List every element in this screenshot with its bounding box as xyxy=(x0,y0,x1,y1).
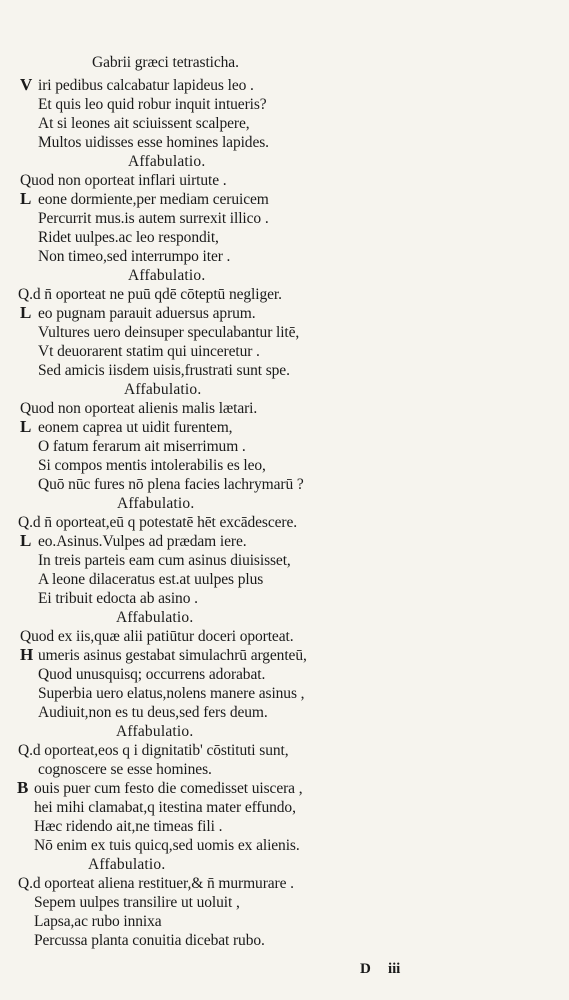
verse-line: At si leones ait sciuissent scalpere, xyxy=(38,115,250,132)
initial-letter: B xyxy=(17,778,29,797)
initial-letter: V xyxy=(20,75,33,94)
moral-title: Q.d oporteat,eos q i dignitatib' cōstituti sunt, xyxy=(18,742,289,759)
initial-letter: L xyxy=(20,189,32,208)
verse-line: Si compos mentis intolerabilis es leo, xyxy=(38,457,266,474)
verse-line: Sepem uulpes transilire ut uoluit , xyxy=(34,894,240,911)
verse-line: Vultures uero deinsuper speculabantur litē, xyxy=(38,324,300,341)
verse-line: Vt deuorarent statim qui uinceretur . xyxy=(38,343,260,360)
initial-letter: L xyxy=(20,417,32,436)
verse-line: Lapsa,ac rubo innixa xyxy=(34,913,162,930)
verse-line: Sed amicis iisdem uisis,frustrati sunt spe. xyxy=(38,362,290,379)
verse-line: Audiuit,non es tu deus,sed fers deum. xyxy=(38,704,268,721)
verse-line: eo.Asinus.Vulpes ad prædam iere. xyxy=(38,533,247,550)
verse-line: In treis parteis eam cum asinus diuisisset, xyxy=(38,552,291,569)
verse-line: Quod unusquisq; occurrens adorabat. xyxy=(38,666,266,683)
verse-line: Hæc ridendo ait,ne timeas fili . xyxy=(34,818,223,835)
initial-letter: L xyxy=(20,531,32,550)
verse-line: Non timeo,sed interrumpo iter . xyxy=(38,248,231,265)
verse-line: Ridet uulpes.ac leo respondit, xyxy=(38,229,219,246)
affabulatio-heading: Affabulatio. xyxy=(124,381,202,398)
affabulatio-heading: Affabulatio. xyxy=(128,153,206,170)
initial-letter: L xyxy=(20,303,32,322)
verse-line: A leone dilaceratus est.at uulpes plus xyxy=(38,571,264,588)
verse-line: Percurrit mus.is autem surrexit illico . xyxy=(38,210,269,227)
verse-line: O fatum ferarum ait miserrimum . xyxy=(38,438,246,455)
moral-title: Quod non oporteat inflari uirtute . xyxy=(20,172,227,189)
verse-line: Quō nūc fures nō plena facies lachrymarū ? xyxy=(38,476,304,493)
affabulatio-heading: Affabulatio. xyxy=(88,856,166,873)
moral-title: Quod ex iis,quæ alii patiūtur doceri oporteat. xyxy=(20,628,294,645)
affabulatio-heading: Affabulatio. xyxy=(116,723,194,740)
moral-title: Quod non oporteat alienis malis lætari. xyxy=(20,400,258,417)
initial-letter: H xyxy=(20,645,34,664)
verse-line: Nō enim ex tuis quicq,sed uomis ex alienis. xyxy=(34,837,300,854)
verse-line: Multos uidisses esse homines lapides. xyxy=(38,134,269,151)
verse-line: eone dormiente,per mediam ceruicem xyxy=(38,191,269,208)
verse-line: Et quis leo quid robur inquit intueris? xyxy=(38,96,267,113)
verse-line: umeris asinus gestabat simulachrū argenteū, xyxy=(38,647,307,664)
verse-line: Ei tribuit edocta ab asino . xyxy=(38,590,198,607)
page-header: Gabrii græci tetrasticha. xyxy=(92,54,239,71)
moral-title: Q.d n̄ oporteat ne puū qdē cōteptū negliger. xyxy=(18,286,282,303)
verse-line: Percussa planta conuitia dicebat rubo. xyxy=(34,932,265,949)
verse-line: Superbia uero elatus,nolens manere asinus , xyxy=(38,685,305,702)
moral-title: Q.d oporteat aliena restituer,& n̄ murmurare . xyxy=(18,875,294,892)
verse-line: iri pedibus calcabatur lapideus leo . xyxy=(38,77,254,94)
moral-title: Q.d n̄ oporteat,eū q potestatē hēt excādescere. xyxy=(18,514,298,531)
verse-line: eo pugnam parauit aduersus aprum. xyxy=(38,305,256,322)
moral-title-continued: cognoscere se esse homines. xyxy=(38,761,212,778)
verse-line: hei mihi clamabat,q itestina mater effundo, xyxy=(34,799,296,816)
verse-line: ouis puer cum festo die comedisset uiscera , xyxy=(34,780,303,797)
affabulatio-heading: Affabulatio. xyxy=(128,267,206,284)
folio-number: iii xyxy=(388,961,401,977)
verse-line: eonem caprea ut uidit furentem, xyxy=(38,419,233,436)
affabulatio-heading: Affabulatio. xyxy=(116,609,194,626)
affabulatio-heading: Affabulatio. xyxy=(117,495,195,512)
signature-mark: D xyxy=(360,961,371,977)
